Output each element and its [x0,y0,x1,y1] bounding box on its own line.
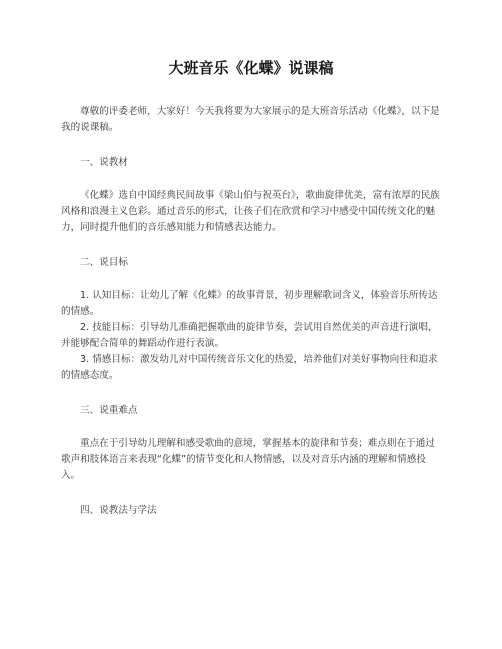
intro-paragraph: 尊敬的评委老师，大家好！今天我将要为大家展示的是大班音乐活动《化蝶》，以下是我的说课稿。 [61,106,440,133]
goal-cognitive: 1. 认知目标：让幼儿了解《化蝶》的故事背景，初步理解歌词含义，体验音乐所传达的情感。 [61,290,438,317]
goal-emotion: 3. 情感目标：激发幼儿对中国传统音乐文化的热爱，培养他们对美好事物向往和追求的情感态度。 [61,354,438,381]
document-title: 大班音乐《化蝶》说课稿 [168,59,334,77]
section-heading-materials: 一、说教材 [80,157,128,168]
keypoints-paragraph: 重点在于引导幼儿理解和感受歌曲的意境，掌握基本的旋律和节奏；难点则在于通过歌声和肢体语言来表现“化蝶”的情节变化和人物情感，以及对音乐内涵的理解和情感投入。 [61,438,435,481]
section-heading-keypoints: 三、说重难点 [80,405,138,416]
section-heading-goals: 二、说目标 [80,257,128,268]
section-heading-methods: 四、说教法与学法 [80,505,157,516]
materials-paragraph: 《化蝶》选自中国经典民间故事《梁山伯与祝英台》，歌曲旋律优美，富有浓厚的民族风格和浪漫主义色彩。通过音乐的形式，让孩子们在欣赏和学习中感受中国传统文化的魅力，同时提升他们的音乐感知能力和情感表达能力。 [61,190,440,233]
goal-skill: 2. 技能目标：引导幼儿准确把握歌曲的旋律节奏，尝试用自然优美的声音进行演唱，并能够配合简单的舞蹈动作进行表演。 [61,322,438,349]
